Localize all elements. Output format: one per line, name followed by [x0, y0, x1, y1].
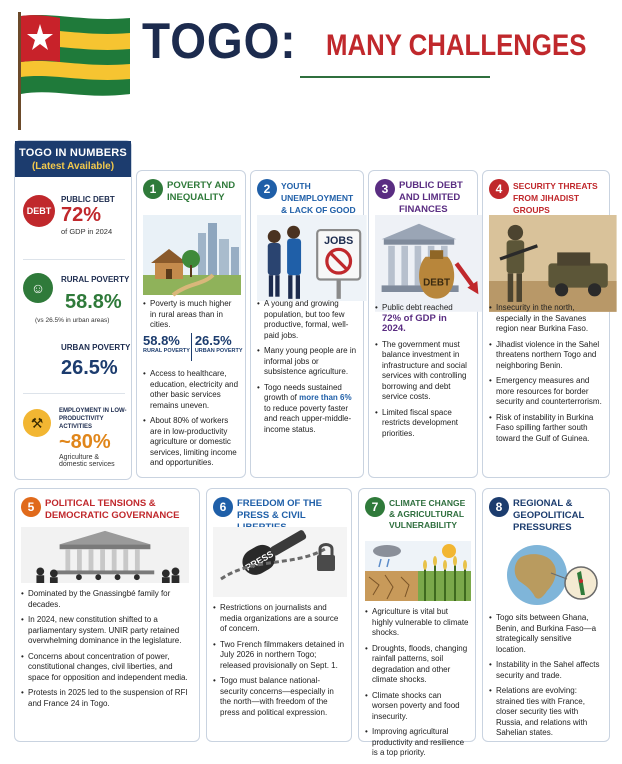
- rural-value: 58.8%: [143, 333, 180, 348]
- bullet: • In 2024, new constitution shifted to a parliamentary system. UNIR party retained overwhelming dominance in the legislature.: [21, 615, 191, 647]
- stat-label: URBAN POVERTY: [61, 343, 131, 352]
- village-city-icon: [143, 215, 241, 295]
- stat-note: (vs 26.5% in urban areas): [35, 317, 110, 324]
- bullet: • Jihadist violence in the Sahel threatens northern Togo and neighboring Benin.: [489, 340, 603, 372]
- bullet: • Togo needs sustained growth of more than 6% to reduce poverty faster and reach upper-middle-income status.: [257, 383, 357, 436]
- bullet-list: [365, 607, 469, 764]
- card-youth-unemployment: [250, 170, 364, 478]
- page-title: TOGO:: [142, 13, 297, 69]
- soldier-icon: [489, 215, 617, 303]
- stat-note: of GDP in 2024: [61, 227, 113, 236]
- urban-label: URBAN POVERTY: [194, 348, 243, 354]
- parliament-icon: [21, 527, 189, 583]
- drought-crops-icon: [365, 541, 471, 601]
- bullet: • Droughts, floods, changing rainfall patterns, soil degradation and other climate shocks.: [365, 644, 469, 686]
- bullet-list: [489, 613, 603, 744]
- poverty-comparison: [143, 333, 243, 363]
- bullet: • Relations are evolving: strained ties with France, closer security ties with Russia, and relations with Sahelian states.: [489, 686, 603, 739]
- card-number: 1: [143, 179, 163, 199]
- bullet: • Protests in 2025 led to the suspension of RFI and France 24 in Togo.: [21, 688, 191, 709]
- stat-label: PUBLIC DEBT: [61, 195, 115, 204]
- bullet: • Two French filmmakers detained in July 2026 in northern Togo; released provisionally on Sept. 1.: [213, 640, 345, 672]
- numbers-header: [15, 141, 131, 177]
- card-press-freedom: [206, 488, 352, 742]
- bullet: • Emergency measures and more resources for border security and counterterrorism.: [489, 376, 603, 408]
- bullet: • Limited fiscal space restricts development priorities.: [375, 408, 471, 440]
- press-label: PRESS: [243, 548, 276, 573]
- card-number: 2: [257, 179, 277, 199]
- bullet: • Concerns about concentration of power, constitutional changes, civil liberties, and space for opposition and independent media.: [21, 652, 191, 684]
- header: [142, 12, 612, 82]
- numbers-subheading: (Latest Available): [31, 161, 115, 172]
- bullet-list: [143, 299, 239, 336]
- stat-value: 72%: [61, 204, 102, 226]
- bullet: • A young and growing population, but too few productive, formal, well-paid jobs.: [257, 299, 357, 341]
- card-title: PUBLIC DEBT AND LIMITED FINANCES: [399, 180, 463, 215]
- debt-icon: DEBT: [23, 195, 55, 227]
- bullet: • Risk of instability in Burkina Faso spilling farther south toward the Gulf of Guinea.: [489, 413, 603, 445]
- card-regional-pressures: [482, 488, 610, 742]
- numbers-heading: TOGO IN NUMBERS: [19, 147, 127, 159]
- urban-value: 26.5%: [194, 333, 232, 348]
- bullet: • Public debt reached 72% of GDP in 2024.: [375, 303, 471, 335]
- debt-bag-icon: [375, 215, 483, 303]
- card-number: 7: [365, 497, 385, 517]
- stat-label: EMPLOYMENT IN LOW-PRODUCTIVITY ACTIVITIES: [59, 408, 127, 430]
- stat-public-debt: [15, 187, 133, 257]
- bullet: • Togo must balance national-security concerns—especially in the north—with freedom of the press and political expression.: [213, 676, 345, 718]
- bullet: • Improving agricultural productivity and resilience is a top priority.: [365, 727, 469, 759]
- divider: [23, 393, 125, 394]
- bullet: • Insecurity in the north, especially in the Savanes region near Burkina Faso.: [489, 303, 603, 335]
- stat-rural-poverty: [15, 265, 133, 331]
- stat-note: Agriculture & domestic services: [59, 454, 115, 468]
- bullet: • Access to healthcare, education, electricity and other basic services remains uneven.: [143, 369, 239, 411]
- card-political-tensions: [14, 488, 200, 742]
- page-subtitle: MANY CHALLENGES: [326, 29, 587, 62]
- stat-value: 26.5%: [61, 357, 118, 379]
- bullet: • The government must balance investment in infrastructure and social services with controlling borrowing and debt service costs.: [375, 340, 471, 403]
- card-poverty: [136, 170, 246, 478]
- rural-label: RURAL POVERTY: [143, 348, 190, 354]
- people-icon: ☺: [23, 273, 53, 303]
- bullet: • Agriculture is vital but highly vulnerable to climate shocks.: [365, 607, 469, 639]
- card-climate-change: [358, 488, 476, 757]
- togo-flag-icon: [14, 8, 132, 130]
- bullet-list: [257, 299, 357, 440]
- bullet: • Many young people are in informal jobs or subsistence agriculture.: [257, 346, 357, 378]
- card-number: 5: [21, 497, 41, 517]
- stat-employment: [15, 403, 133, 479]
- card-title: YOUTH UNEMPLOYMENT & LACK OF GOOD: [281, 181, 356, 215]
- debt-bag-text: DEBT: [423, 277, 451, 289]
- stat-value: 58.8%: [65, 291, 122, 313]
- card-title: CLIMATE CHANGE & AGRICULTURAL VULNERABILITY: [389, 498, 466, 530]
- bullet: • About 80% of workers are in low-productivity agriculture or domestic services, limiting income and opportunities.: [143, 416, 239, 469]
- bullet-list: [21, 589, 191, 714]
- stat-urban-poverty: [15, 337, 133, 387]
- card-title: POVERTY AND INEQUALITY: [167, 180, 236, 203]
- bullet-list: [213, 603, 345, 723]
- title-underline: [300, 76, 490, 78]
- bullet: • Instability in the Sahel affects security and trade.: [489, 660, 603, 681]
- bullet-list: [143, 369, 239, 474]
- stat-label: RURAL POVERTY: [61, 275, 130, 284]
- jobs-sign-icon: [257, 215, 367, 301]
- bullet: • Dominated by the Gnassingbé family for decades.: [21, 589, 191, 610]
- card-number: 3: [375, 179, 395, 199]
- card-title: SECURITY THREATS FROM JIHADIST GROUPS: [513, 181, 598, 215]
- card-number: 8: [489, 497, 509, 517]
- card-title: FREEDOM OF THE PRESS & CIVIL: [237, 498, 322, 521]
- worker-icon: ⚒: [23, 409, 51, 437]
- bullet: • Restrictions on journalists and media organizations are a source of concern.: [213, 603, 345, 635]
- bullet: • Climate shocks can worsen poverty and food insecurity.: [365, 691, 469, 723]
- card-security-threats: [482, 170, 610, 478]
- jobs-sign-text: JOBS: [324, 235, 354, 248]
- card-number: 4: [489, 179, 509, 199]
- numbers-panel: [14, 140, 132, 480]
- divider: [23, 259, 125, 260]
- bullet: • Togo sits between Ghana, Benin, and Burkina Faso—a strategically sensitive location.: [489, 613, 603, 655]
- bullet-list: [375, 303, 471, 444]
- bullet-list: [489, 303, 603, 449]
- card-number: 6: [213, 497, 233, 517]
- chained-microphone-icon: [213, 527, 347, 597]
- card-title: POLITICAL TENSIONS & DEMOCRATIC GOVERNANCE: [45, 498, 180, 521]
- bullet: • Poverty is much higher in rural areas than in cities.: [143, 299, 239, 331]
- card-public-debt: [368, 170, 478, 478]
- card-title: REGIONAL & GEOPOLITICAL PRESSURES: [513, 498, 585, 533]
- stat-value: ~80%: [59, 431, 111, 453]
- globe-map-icon: [489, 541, 605, 607]
